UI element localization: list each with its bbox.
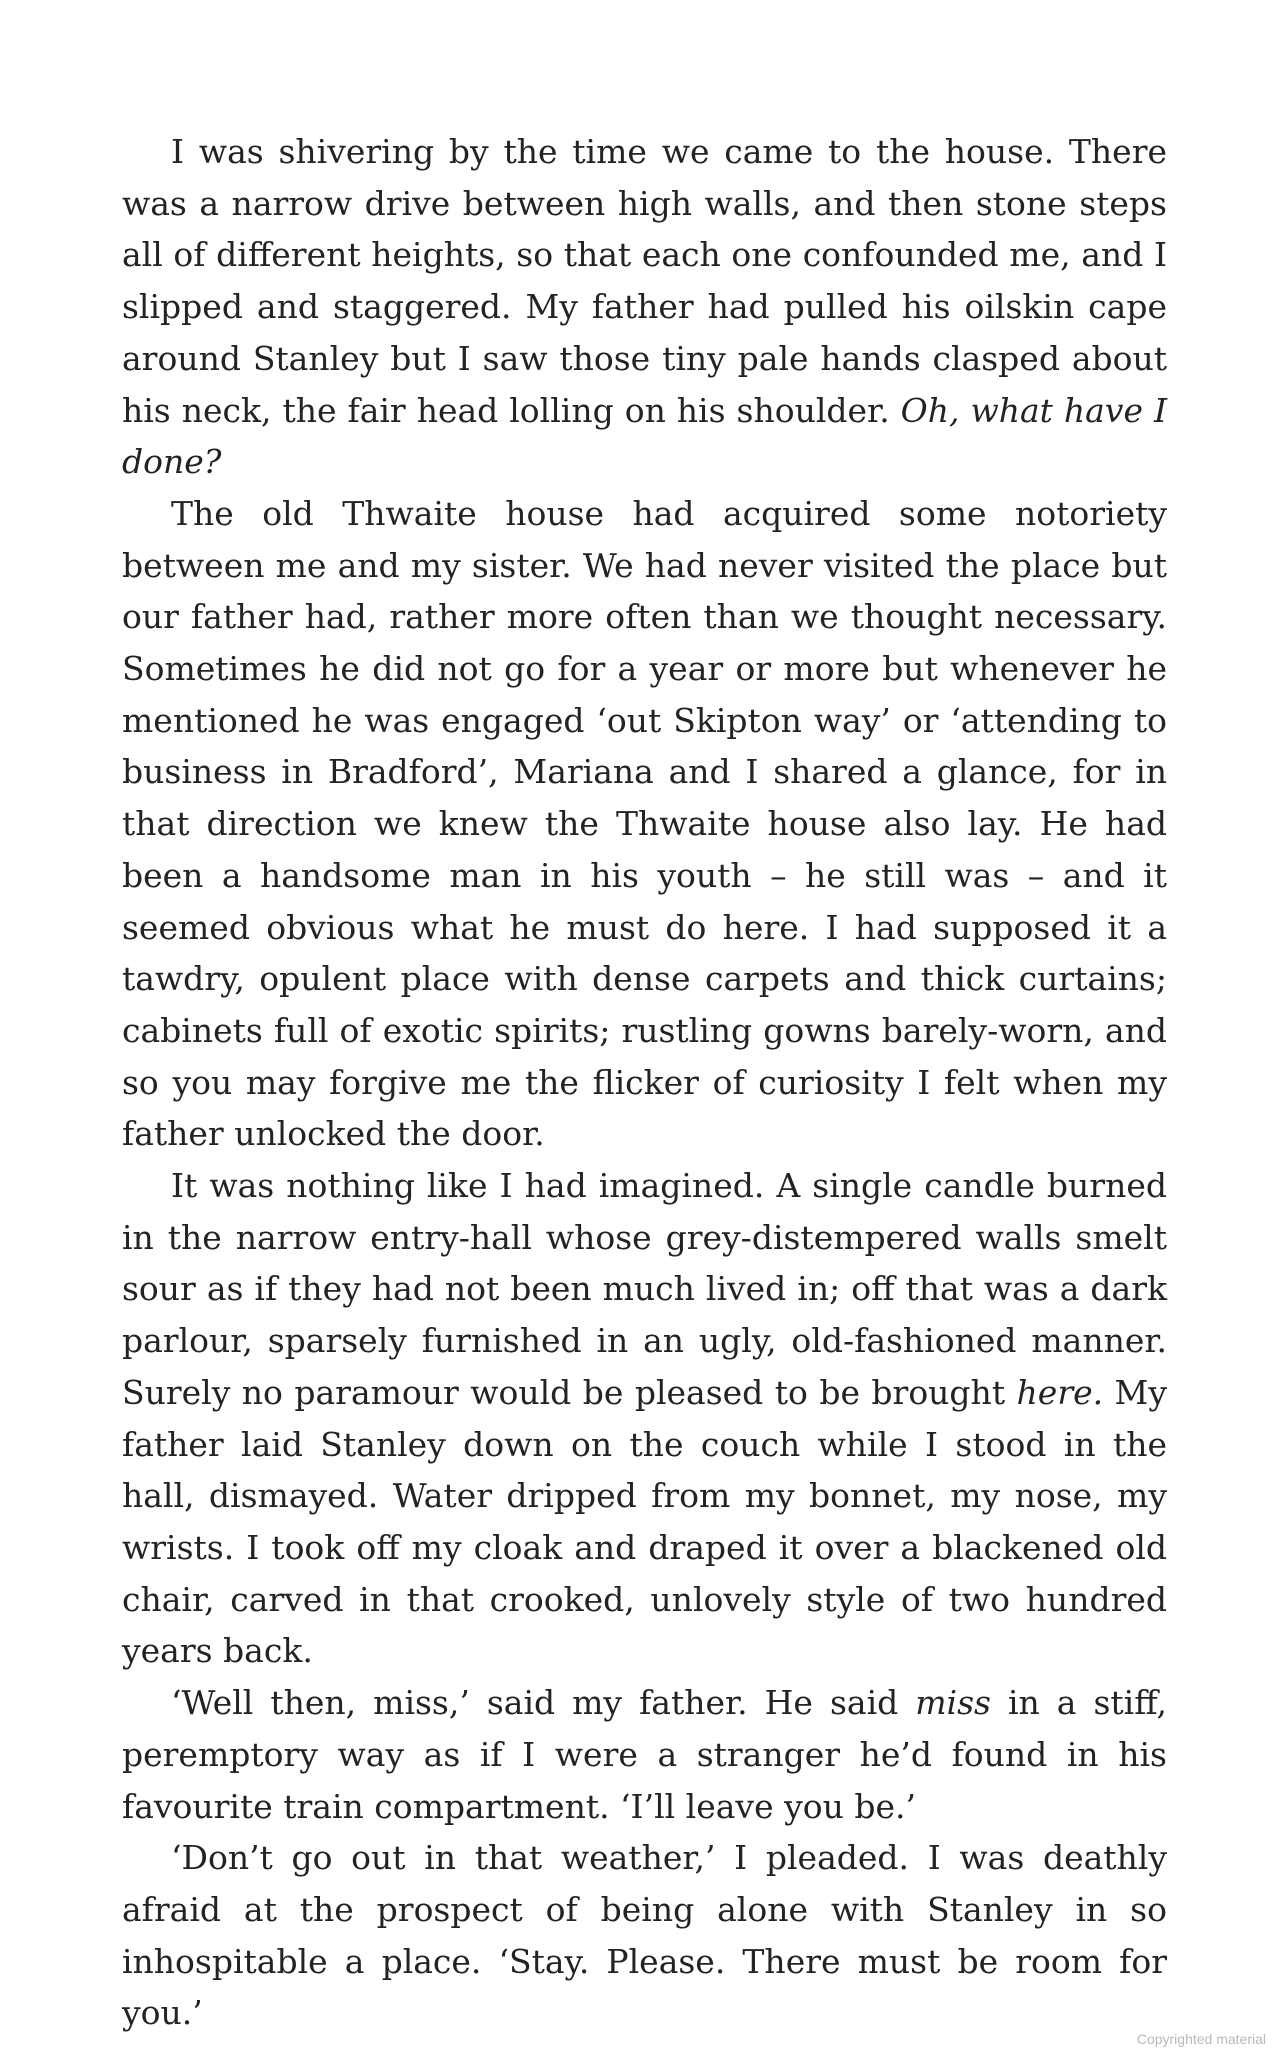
paragraph-3-italic: here. xyxy=(1016,1372,1104,1412)
paragraph-4-text-end: in a stiff, peremptory way as if I were a stranger he’d found in his favourite train compartment. ‘I’ll leave you be.’ xyxy=(122,1683,1167,1826)
paragraph-1 xyxy=(122,126,1167,488)
paragraph-4 xyxy=(122,1677,1167,1832)
paragraph-1-text: I was shivering by the time we came to the house. There was a narrow drive between high walls, and then stone steps all of different heights, so that each one confounded me, and I slipped and staggered. My father had pulled his oilskin cape around Stanley but I saw those tiny pale hands clasped about his neck, the fair head lolling on his shoulder. xyxy=(122,132,1167,430)
paragraph-4-italic: miss xyxy=(915,1683,991,1723)
book-page-text xyxy=(122,126,1167,2039)
paragraph-1-italic: Oh, what have I done? xyxy=(122,390,1167,482)
copyright-watermark: Copyrighted material xyxy=(1136,2031,1266,2047)
paragraph-2-text: The old Thwaite house had acquired some notoriety between me and my sister. We had never visited the place but our father had, rather more often than we thought necessary. Sometimes he did not go for a year or more but whenever he mentioned he was engaged ‘out Skipton way’ or ‘attending to business in Bradford’, Mariana and I shared a glance, for in that direction we knew the Thwaite house also lay. He had been a handsome man in his youth – he still was – and it seemed obvious what he must do here. I had supposed it a tawdry, opulent place with dense carpets and thick curtains; cabinets full of exotic spirits; rustling gowns barely-worn, and so you may forgive me the flicker of curiosity I felt when my father unlocked the door. xyxy=(122,493,1167,1154)
paragraph-2 xyxy=(122,488,1167,1160)
paragraph-3-text: It was nothing like I had imagined. A single candle burned in the narrow entry-hall whose grey-distempered walls smelt sour as if they had not been much lived in; off that was a dark parlour, sparsely furnished in an ugly, old-fashioned manner. Surely no paramour would be pleased to be brought xyxy=(122,1166,1167,1412)
paragraph-5 xyxy=(122,1832,1167,2039)
paragraph-3-text-end: My father laid Stanley down on the couch while I stood in the hall, dismayed. Water dripped from my bonnet, my nose, my wrists. I took off my cloak and draped it over a blackened old chair, carved in that crooked, unlovely style of two hundred years back. xyxy=(122,1372,1167,1671)
paragraph-3 xyxy=(122,1160,1167,1677)
paragraph-4-text: ‘Well then, miss,’ said my father. He said xyxy=(171,1683,916,1723)
paragraph-5-text: ‘Don’t go out in that weather,’ I pleaded. I was deathly afraid at the prospect of being alone with Stanley in so inhospitable a place. ‘Stay. Please. There must be room for you.’ xyxy=(122,1838,1167,2033)
